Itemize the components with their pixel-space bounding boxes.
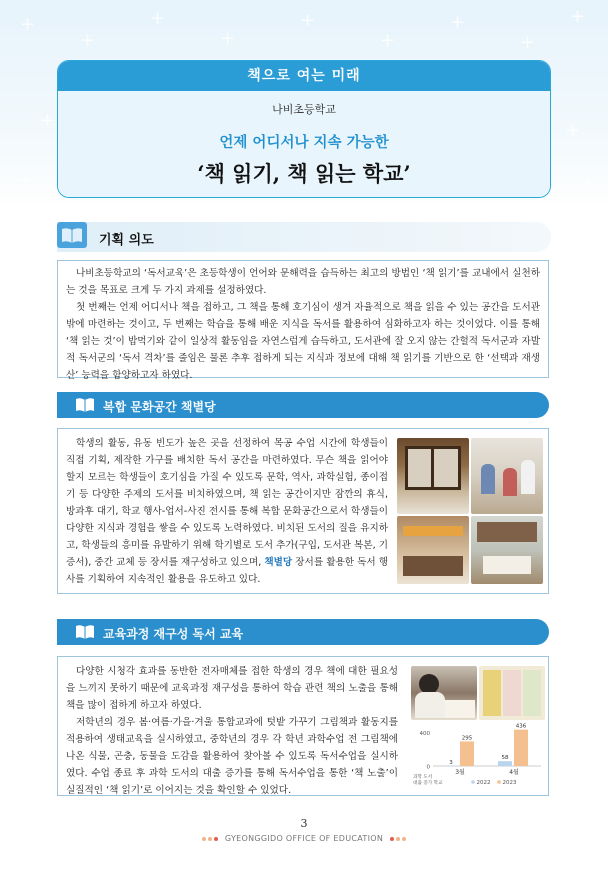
banner-title: 책으로 여는 미래 (58, 61, 550, 91)
reading-space-photo-4 (471, 516, 543, 584)
footer-org-name: GYEONGGIDO OFFICE OF EDUCATION (224, 834, 384, 843)
footer-dot-icon (208, 837, 212, 841)
chart-bar (514, 730, 528, 766)
legend-label: 2022 (476, 780, 491, 786)
chart-bar (444, 766, 458, 767)
reading-space-photo-3 (397, 516, 469, 584)
chart-side-label: 과학 도서 (413, 775, 433, 780)
section-heading-curriculum (57, 619, 549, 645)
legend-label: 2023 (502, 780, 517, 786)
x-tick-label: 3월 (455, 769, 465, 776)
header-background: + + + + + + + + + + + + + (0, 0, 608, 210)
footer-dot-icon (402, 837, 406, 841)
page-number: 3 (300, 817, 308, 830)
open-book-icon (75, 397, 95, 413)
title-box (57, 60, 551, 198)
planning-paragraph-2: 첫 번째는 언제 어디서나 책을 접하고, 그 책을 통해 호기심이 생겨 자율적으로 책을 읽을 수 있는 공간을 도서관 밖에 마련하는 것이고, 두 번째는 학습을 통해 배운 지식을 독서를 활용하여 심화하고자 하는 것이었다. 이를 통해 ‘책 읽는 것’이 밥먹기와 같이 일상적 활동임을 자연스럽게 습득하고, 도서관에 잘 오지 않는 간헐적 독서군과 자발적 독서군의 ‘독서 격차’를 줄임은 물론 추후 접하게 되는 지식과 정보에 대해 책 읽기를 기반으로 한 ‘선택과 재생산’ 능력을 함양하고자 하였다. (66, 302, 540, 381)
planning-paragraph-1: 나비초등학교의 ‘독서교육’은 초등학생이 언어와 문해력을 습득하는 최고의 방법인 ‘책 읽기’를 교내에서 실천하는 것을 목표로 크게 두 가지 과제를 설정하였다. (66, 268, 540, 296)
chart-bar (498, 761, 512, 766)
loan-chart-svg (411, 722, 545, 788)
loan-chart (411, 722, 545, 788)
section-heading-text: 복합 문화공간 책별당 (103, 400, 216, 414)
bar-value-label: 3 (449, 759, 453, 766)
planning-textbox (57, 260, 549, 381)
x-tick-label: 4월 (509, 769, 519, 776)
article-title: ‘책 읽기, 책 읽는 학교’ (197, 161, 411, 186)
legend-swatch (497, 780, 501, 784)
legend-swatch (471, 780, 475, 784)
reading-space-photo-2 (471, 438, 543, 514)
y-tick-label: 0 (426, 764, 430, 771)
section-heading-culture-space (57, 392, 549, 418)
footer-dot-icon (202, 837, 206, 841)
students-reading-photo (411, 666, 477, 720)
picture-books-photo (479, 666, 545, 720)
chart-bar (460, 741, 474, 766)
section-heading-text: 교육과정 재구성 독서 교육 (103, 627, 244, 641)
bar-value-label: 58 (501, 755, 509, 762)
footer-dot-icon (396, 837, 400, 841)
title-body (58, 91, 550, 198)
bar-value-label: 436 (515, 723, 527, 730)
section-heading-text: 기획 의도 (99, 233, 154, 248)
footer-org (0, 834, 608, 843)
footer-dot-icon (390, 837, 394, 841)
space-name-highlight: 책별당 (264, 557, 293, 568)
y-tick-label: 400 (419, 731, 430, 738)
article-subtitle: 언제 어디서나 지속 가능한 (219, 135, 389, 151)
reading-space-photo-1 (397, 438, 469, 514)
open-book-icon (57, 220, 87, 250)
open-book-icon (75, 624, 95, 640)
footer-dot-icon (214, 837, 218, 841)
section-heading-planning (57, 222, 551, 252)
culture-space-paragraph: 학생의 활동, 유동 빈도가 높은 곳을 선정하여 목공 수업 시간에 학생들이 직접 기획, 제작한 가구를 배치한 독서 공간을 마련하였다. 무슨 책을 읽어야 할지 모르는 학생들이 호기심을 가질 수 있도록 문학, 역사, 과학실험, 종이접기 등 다양한 주제의 도서를 비치하였으며, 책 읽는 공간이지만 잠깐의 휴식, 방과후 대기, 학교 행사-업서-사진 전시를 통해 복합 문화공간으로서 학생들이 다양한 지식과 경험을 쌓을 수 있도록 노력하였다. 비치된 도서의 질을 유지하고, 학생들의 흥미를 유발하기 위해 학기별로 도서 추가(구입, 도서관 복본, 기증서), 중간 교체 등 장서를 재구성하고 있으며, 책별당 장서를 활용한 독서 행사를 기획하여 지속적인 활용을 유도하고 있다. (66, 438, 388, 585)
bar-value-label: 295 (461, 735, 473, 742)
school-name: 나비초등학교 (272, 103, 336, 116)
chart-side-label: 대출 증가 학교 (413, 781, 443, 786)
curriculum-paragraph-2: 저학년의 경우 봄·여름·가을·겨울 통합교과에 텃밭 가꾸기 그림책과 활동지를 적용하여 생태교육을 실시하였고, 중학년의 경우 각 학년 과학수업 전 그림책에 나온 식물, 곤충, 동물을 도감을 활용하여 찾아볼 수 있도록 독서수업을 실시하였다. 수업 종료 후 과학 도서의 대출 증가를 통해 독서수업을 통한 ‘책 노출’이 실질적인 ‘책 읽기’로 이어지는 것을 확인할 수 있었다. (66, 717, 398, 796)
curriculum-paragraph-1: 다양한 시청각 효과를 동반한 전자매체를 접한 학생의 경우 책에 대한 필요성을 느끼지 못하기 때문에 교육과정 재구성을 통하여 학습 관련 책의 노출을 통해 책을 많이 접하게 하고자 하였다. (66, 666, 398, 711)
